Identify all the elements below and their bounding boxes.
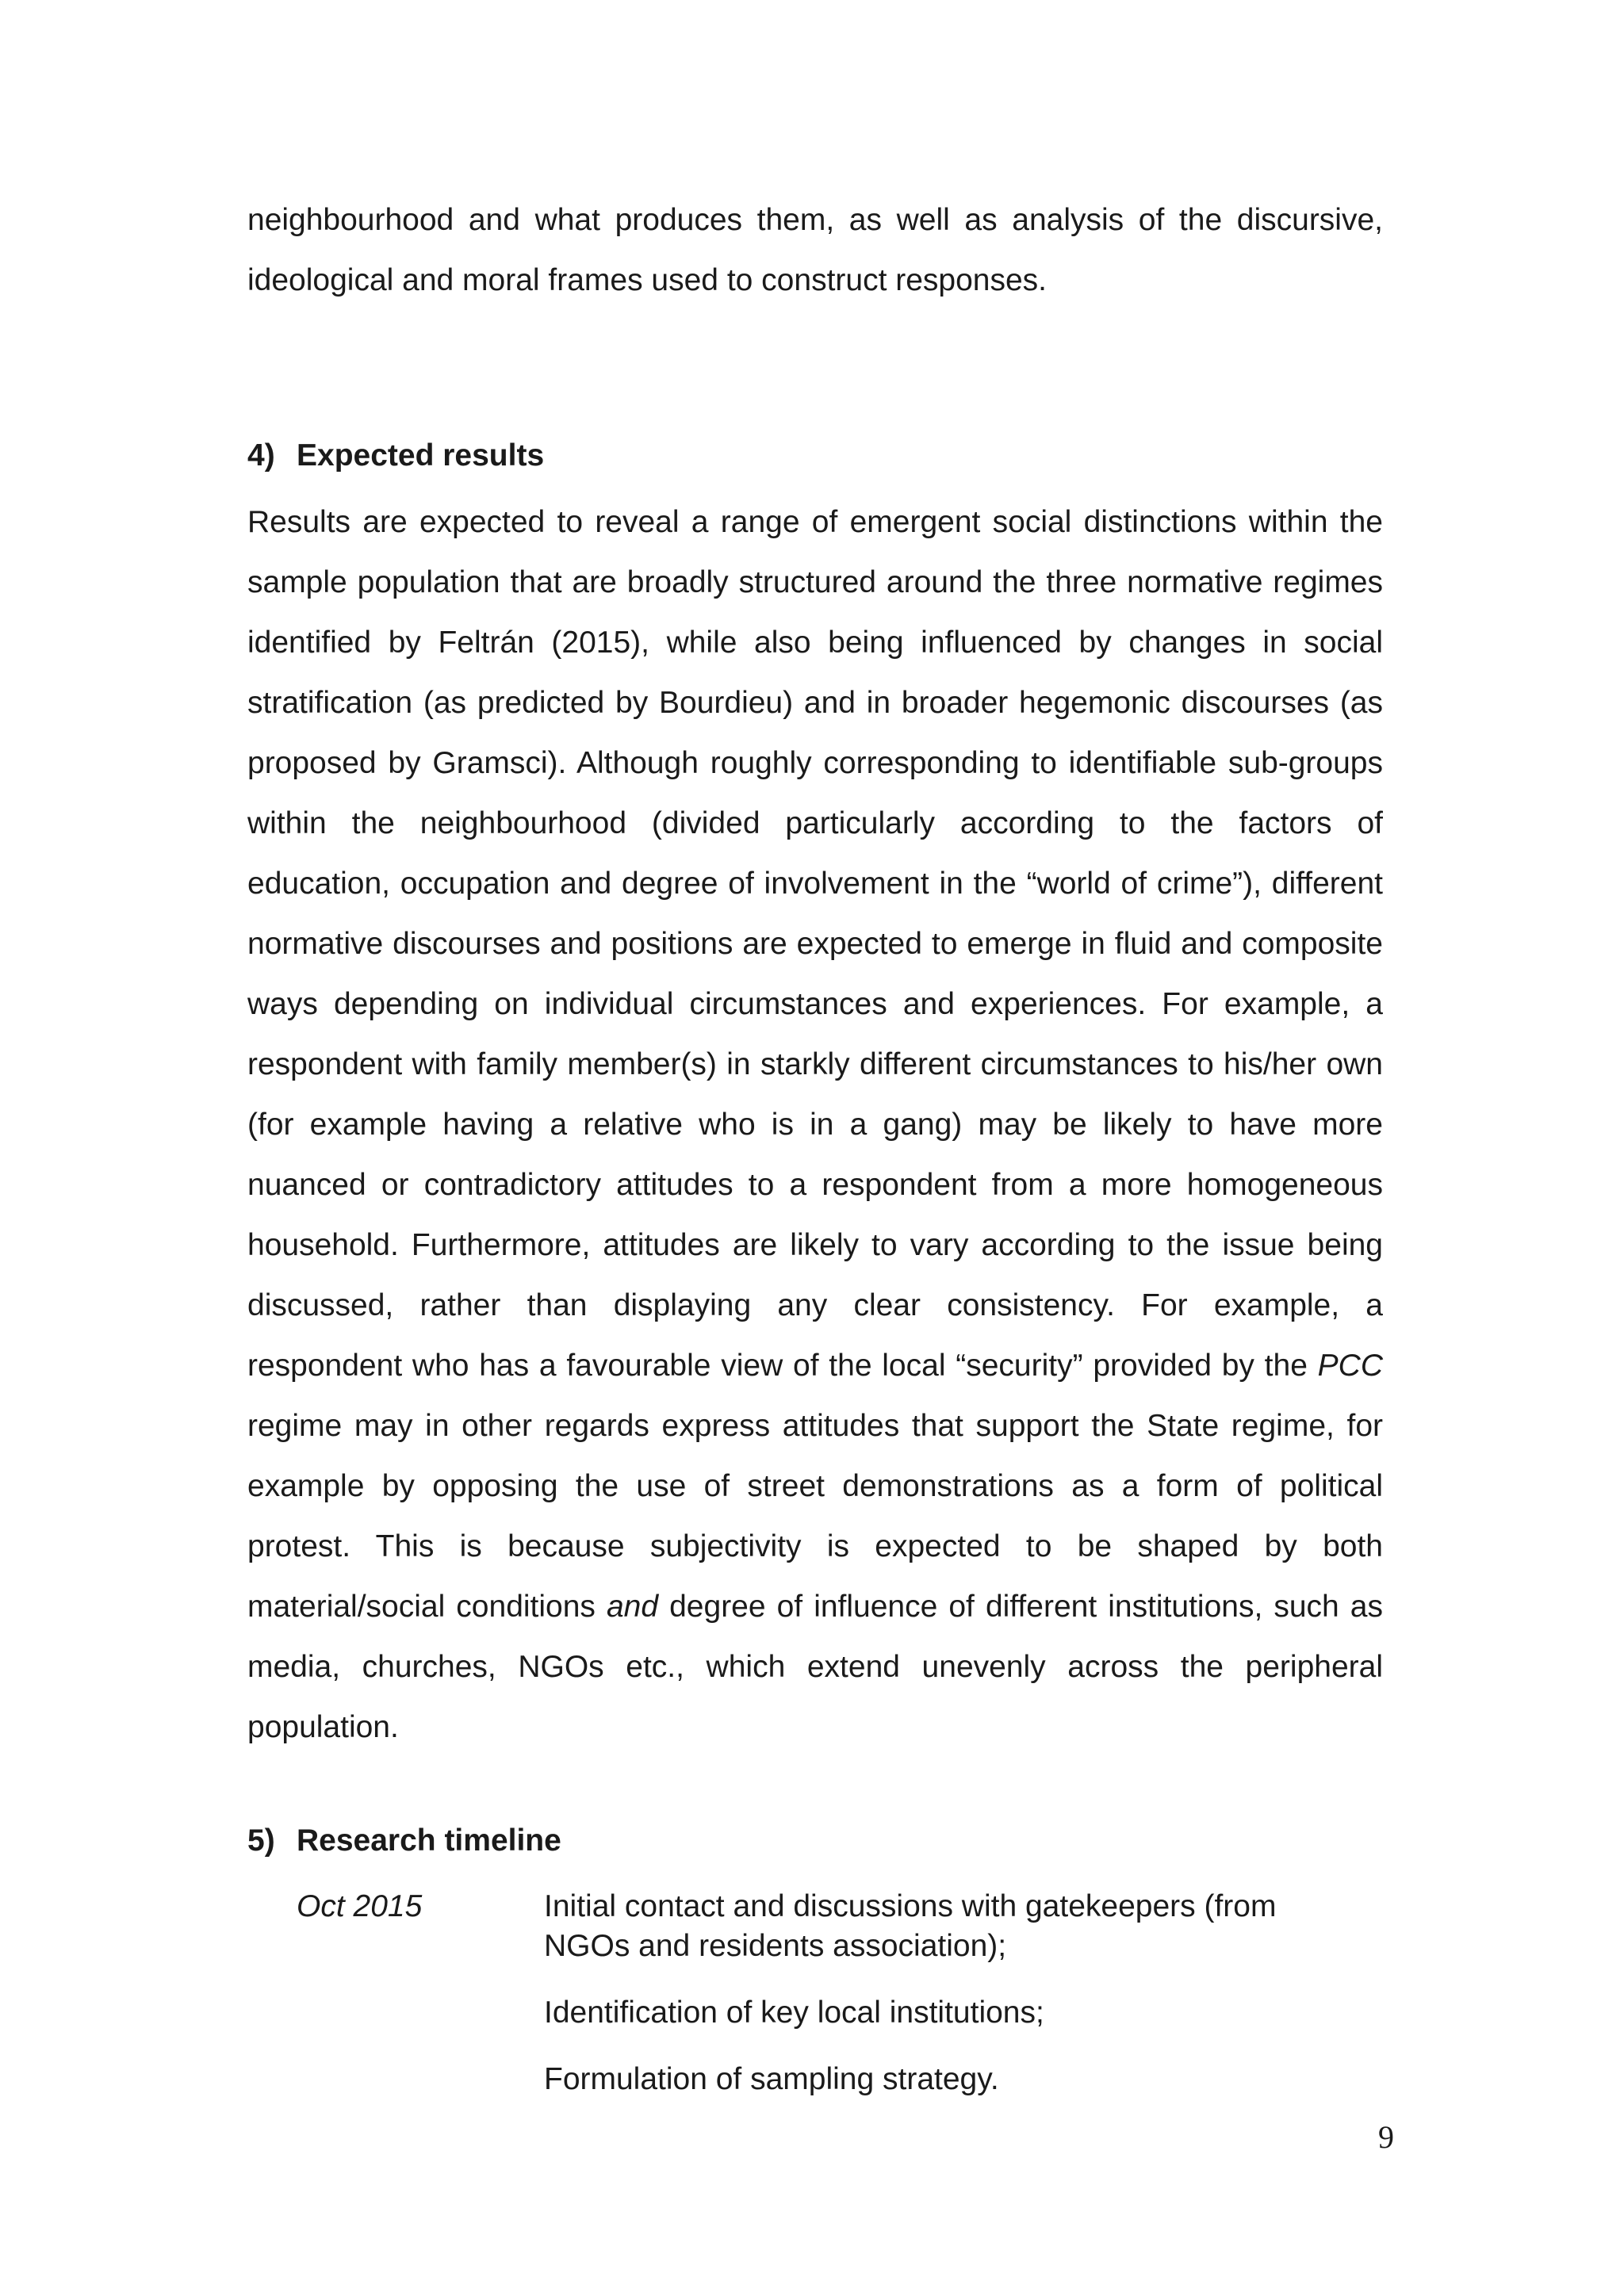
pcc-italic: PCC (1317, 1349, 1383, 1383)
expected-results-paragraph (247, 492, 1383, 1758)
timeline-row (297, 1887, 1391, 2126)
section-5-number: 5) (247, 1823, 275, 1858)
section-4-heading (247, 434, 544, 478)
timeline-date: Oct 2015 (297, 1889, 423, 1923)
research-timeline (297, 1887, 1391, 2126)
section-5-heading (247, 1819, 561, 1863)
timeline-item: Identification of key local institutions; (544, 1996, 1044, 2030)
timeline-item: Formulation of sampling strategy. (544, 2062, 999, 2096)
and-italic: and (606, 1590, 659, 1624)
section-5-title: Research timeline (297, 1823, 561, 1858)
results-text-part-b: regime may in other regards express attitudes that support the State regime, for example by opposing the use of street demonstrations as a form of political protest. This is because subjectivity is expected to be shaped by both material/social conditions (247, 1409, 1383, 1624)
section-4-title: Expected results (297, 438, 545, 473)
intro-paragraph (247, 190, 1383, 311)
page-number: 9 (1378, 2119, 1394, 2155)
results-text-part-a: Results are expected to reveal a range of emergent social distinctions within the sample population that are broadly structured around the three normative regimes identified by Feltrán (2015), while also being influenced by changes in social stratification (as predicted by Bourdieu) and in broader hegemonic discourses (as proposed by Gramsci). Although roughly corresponding to identifiable sub-groups within the neighbourhood (divided particularly according to the factors of education, occupation and degree of involvement in the “world of crime”), different normative discourses and positions are expected to emerge in fluid and composite ways depending on individual circumstances and experiences. For example, a respondent with family member(s) in starkly different circumstances to his/her own (for example having a relative who is in a gang) may be likely to have more nuanced or contradictory attitudes to a respondent from a more homogeneous household. Furthermore, attitudes are likely to vary according to the issue being discussed, rather than displaying any clear consistency. For example, a respondent who has a favourable view of the local “security” provided by the (247, 505, 1383, 1383)
timeline-item: Initial contact and discussions with gatekeepers (from NGOs and residents association); (544, 1889, 1277, 1963)
intro-text: neighbourhood and what produces them, as well as analysis of the discursive, ideological and moral frames used to construct responses. (247, 203, 1383, 297)
section-4-number: 4) (247, 438, 275, 473)
timeline-items (544, 1887, 1391, 2126)
results-text-part-c: degree of influence of different institutions, such as media, churches, NGOs etc., which extend unevenly across the peripheral population. (247, 1590, 1383, 1744)
